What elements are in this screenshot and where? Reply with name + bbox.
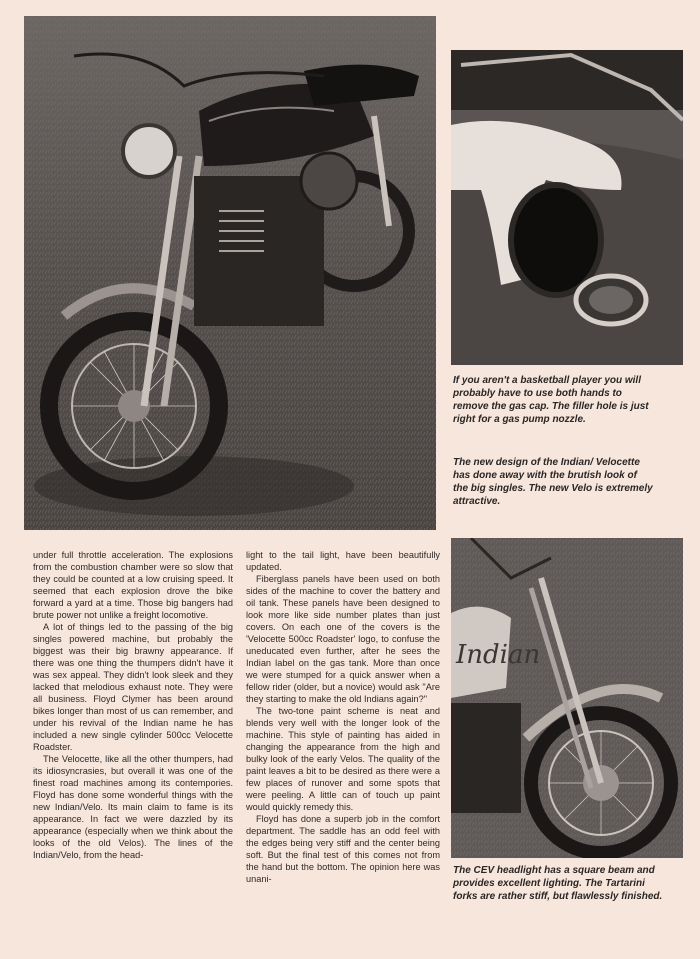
paragraph: The Velocette, like all the other thumpers, had its idiosyncrasies, but overall it was one of the finest road machines among its contempories. Floyd has done some wonderful things with the new Indian/Velo. Its main claim to fame is its appearance. In fact we were dazzled by its appearance (especially when we think about the looks of the old Velos). The lines of the Indian/Velo, from the head- <box>33 754 233 860</box>
paragraph: A lot of things led to the passing of the big singles powered machine, but probably the biggest was their big brawny appearance. If there was one thing the thumpers didn't have it was sex appeal. They didn't look sleek and they lacked that melodious exhaust note. They were all business. Floyd Clymer has been around bikes longer than most of us can remember, and under his revival of the Indian name he has included a new single cylinder 500cc Velocette Roadster. <box>33 622 233 752</box>
caption-gas-cap: If you aren't a basketball player you will probably have to use both hands to remove the gas cap. The filler hole is just right for a gas pump nozzle. <box>453 375 649 425</box>
paragraph: Fiberglass panels have been used on both sides of the machine to cover the battery and oil tank. These panels have been designed to look more like side number plates than just covers. On each one of the covers is the 'Velocette 500cc Roadster' logo, to confuse the uneducated even further, after he sees the Indian label on the gas tank. More than once we were stumped for a quick answer when a fellow rider (older, but a novice) would ask "Are they starting to make the old Indians again?" <box>246 574 440 704</box>
paragraph: light to the tail light, have been beautifully updated. <box>246 550 440 572</box>
paragraph: Floyd has done a superb job in the comfort department. The saddle has an odd feel with the edges being very stiff and the center being soft. But the final test of this comes not from the hand but the bottom. The opinion here was unani- <box>246 814 440 884</box>
gas-cap-photo <box>451 50 683 365</box>
caption-new-design: The new design of the Indian/ Velocette has done away with the brutish look of the big singles. The new Velo is extremely attractive. <box>453 457 653 507</box>
front-end-photo <box>451 538 683 858</box>
article-column-1 <box>33 549 233 861</box>
paragraph: under full throttle acceleration. The explosions from the combustion chamber were so slow that they could be counted at a low cruising speed. It seemed that each explosion drove the bike forward a yard at a time. Those big bangers had brute power not unlike a freight locomotive. <box>33 550 233 620</box>
caption-headlight: The CEV headlight has a square beam and provides excellent lighting. The Tartarini forks are rather stiff, but flawlessly finished. <box>453 865 663 902</box>
paragraph: The two-tone paint scheme is neat and blends very well with the longer look of the machine. This style of painting has aided in changing the appearance from the high and bulky look of the early Velos. The quality of the paint leaves a bit to be desired as there were a few places of runover and some spots that were peeling. A little can of touch up paint would quickly remedy this. <box>246 706 440 812</box>
article-column-2 <box>246 549 440 885</box>
motorcycle-photo <box>24 16 436 530</box>
tank-logo: Indian <box>456 640 541 670</box>
